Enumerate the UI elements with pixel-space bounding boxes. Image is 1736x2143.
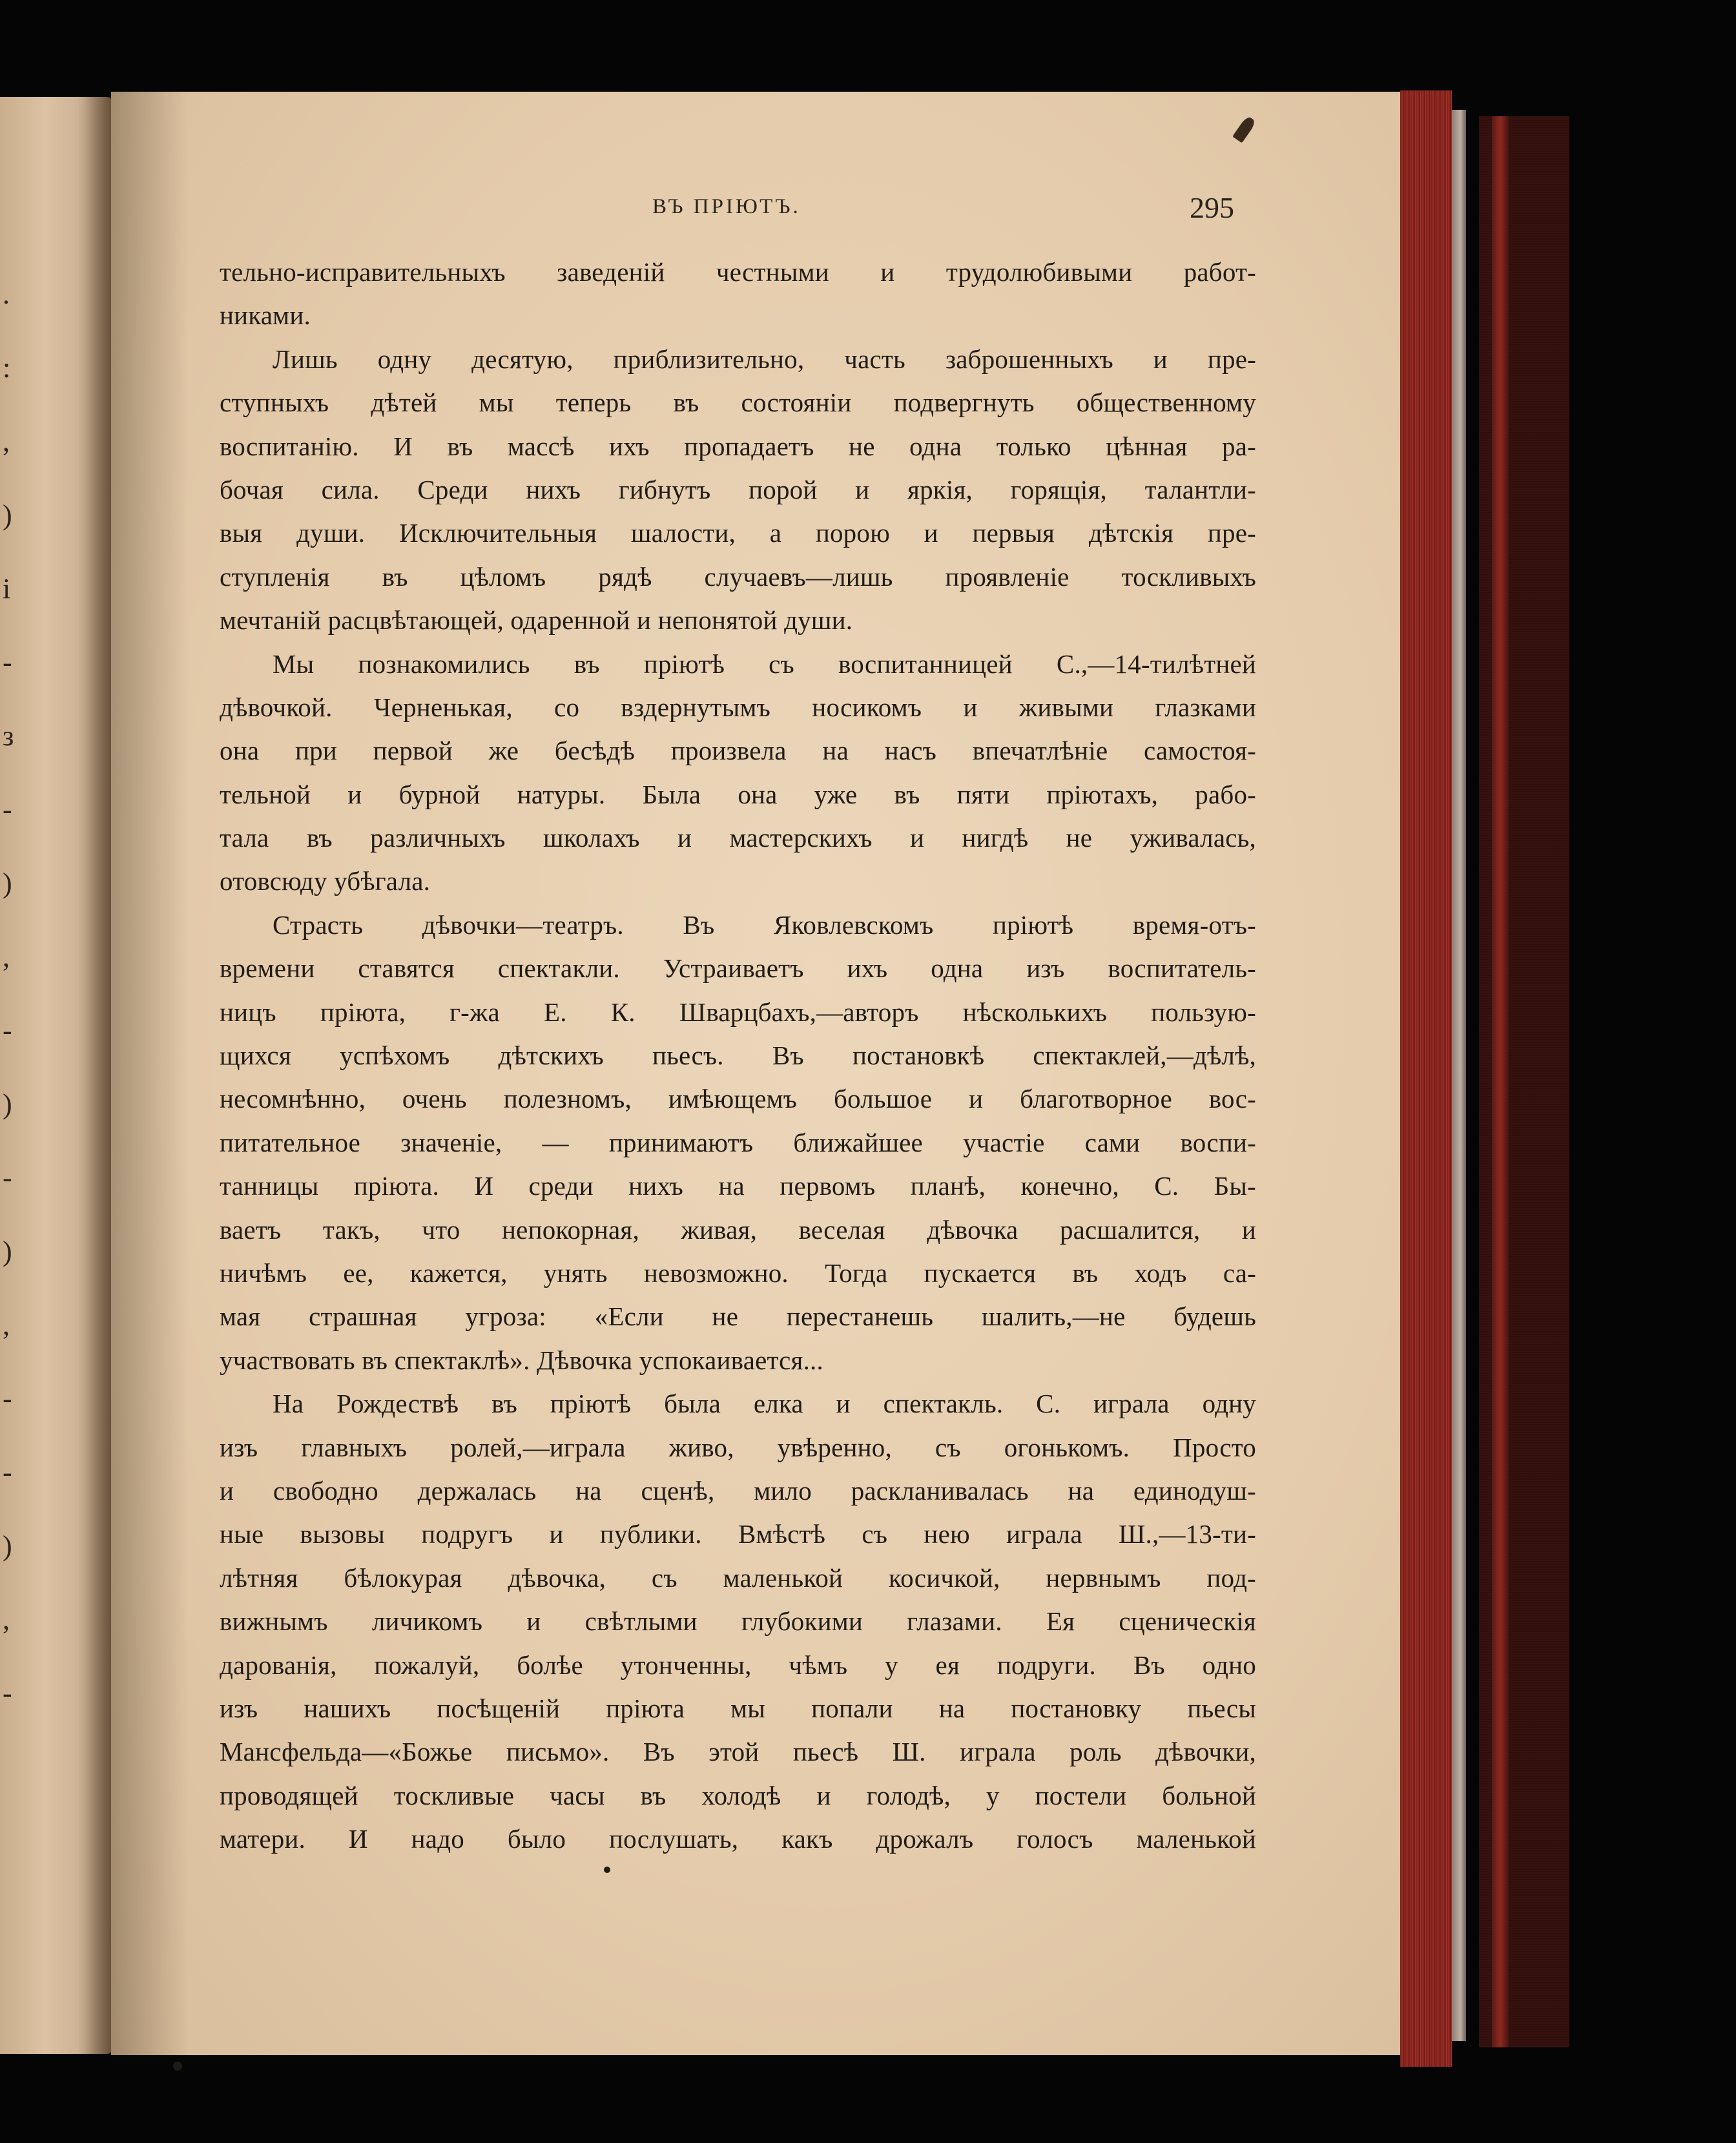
running-head: ВЪ ПРІЮТЪ.: [652, 195, 801, 218]
facing-page-glyph: .: [3, 278, 10, 310]
text-line: танницы пріюта. И среди нихъ на первомъ планѣ, конечно, С. Бы-: [220, 1171, 1256, 1201]
text-line: Мы познакомились въ пріютѣ съ воспитанницей С.,—14-тилѣтней: [273, 648, 1256, 679]
text-line: Страсть дѣвочки—театръ. Въ Яковлевскомъ пріютѣ время-отъ-: [273, 909, 1256, 940]
facing-page-gutter-shadow: [78, 97, 116, 2054]
facing-page-glyph: ): [3, 499, 12, 531]
text-line: тельной и бурной натуры. Была она уже въ пяти пріютахъ, рабо-: [220, 779, 1256, 809]
facing-page-glyph: -: [3, 794, 12, 825]
text-line: щихся успѣхомъ дѣтскихъ пьесъ. Въ постановкѣ спектаклей,—дѣлѣ,: [220, 1040, 1256, 1071]
page-gutter-shadow: [111, 92, 189, 2055]
facing-page-glyph: -: [3, 1677, 12, 1709]
facing-page-glyph: і: [3, 573, 11, 605]
text-line: отовсюду убѣгала.: [220, 866, 431, 896]
text-line: изъ нашихъ посѣщеній пріюта мы попали на постановку пьесы: [220, 1693, 1256, 1723]
text-line: выя души. Исключительныя шалости, а порою и первыя дѣтскія пре-: [220, 518, 1256, 548]
facing-page-glyph: -: [3, 1162, 12, 1194]
book-cover-edge: [1492, 116, 1509, 2047]
text-line: питательное значеніе, — принимаютъ ближайшее участіе сами воспи-: [220, 1127, 1256, 1157]
facing-page-glyph: -: [3, 1383, 12, 1414]
text-line: ничѣмъ ее, кажется, унять невозможно. Тогда пускается въ ходъ са-: [220, 1258, 1256, 1288]
text-line: дѣвочкой. Черненькая, со вздернутымъ носикомъ и живыми глазками: [220, 692, 1256, 722]
text-line: изъ главныхъ ролей,—играла живо, увѣренно, съ огонькомъ. Просто: [220, 1432, 1256, 1462]
text-line: вижнымъ личикомъ и свѣтлыми глубокими глазами. Ея сценическія: [220, 1606, 1256, 1637]
text-line: мечтаній расцвѣтающей, одаренной и непонятой души.: [220, 605, 853, 636]
text-line: несомнѣнно, очень полезномъ, имѣющемъ большое и благотворное вос-: [220, 1084, 1256, 1114]
text-line: участвовать въ спектаклѣ». Дѣвочка успокаивается...: [220, 1345, 823, 1375]
facing-page-glyph: ,: [3, 941, 10, 973]
page-number: 295: [1190, 191, 1234, 224]
text-line: Лишь одну десятую, приблизительно, часть заброшенныхъ и пре-: [273, 344, 1256, 374]
text-line: ваетъ такъ, что непокорная, живая, веселая дѣвочка расшалится, и: [220, 1214, 1256, 1245]
ink-speck: [173, 2062, 182, 2071]
text-line: дарованія, пожалуй, болѣе утонченны, чѣмъ у ея подруги. Въ одно: [220, 1650, 1256, 1680]
facing-page-glyph: :: [3, 352, 11, 384]
text-line: Мансфельда—«Божье письмо». Въ этой пьесѣ Ш. играла роль дѣвочки,: [220, 1737, 1256, 1767]
text-line: ступленія въ цѣломъ рядѣ случаевъ—лишь проявленіе тоскливыхъ: [220, 561, 1256, 592]
page-block-red-edges: [1400, 90, 1452, 2067]
facing-page-glyph: ,: [3, 426, 10, 457]
facing-page-glyph: з: [3, 720, 14, 752]
facing-page-glyph: ,: [3, 1309, 10, 1341]
text-line: лѣтняя бѣлокурая дѣвочка, съ маленькой косичкой, нервнымъ под-: [220, 1562, 1256, 1593]
text-line: матери. И надо было послушать, какъ дрожалъ голосъ маленькой: [220, 1824, 1256, 1854]
ink-speck: [604, 1867, 610, 1873]
facing-page-glyph: ): [3, 1530, 12, 1562]
facing-page-glyph: -: [3, 647, 12, 678]
text-line: На Рождествѣ въ пріютѣ была елка и спектакль. С. играла одну: [273, 1389, 1256, 1419]
text-line: она при первой же бесѣдѣ произвела на насъ впечатлѣніе самостоя-: [220, 736, 1256, 766]
text-line: воспитанію. И въ массѣ ихъ пропадаетъ не одна только цѣнная ра-: [220, 431, 1256, 461]
text-line: проводящей тоскливые часы въ холодѣ и голодѣ, у постели больной: [220, 1780, 1256, 1810]
page-block-edge: [1452, 110, 1466, 2041]
facing-page-glyph: ): [3, 867, 12, 899]
facing-page-glyph: ): [3, 1088, 12, 1120]
text-line: и свободно держалась на сценѣ, мило раскланивалась на единодуш-: [220, 1475, 1256, 1506]
text-line: тала въ различныхъ школахъ и мастерскихъ и нигдѣ не уживалась,: [220, 823, 1256, 853]
text-line: ступныхъ дѣтей мы теперь въ состояніи подвергнуть общественному: [220, 388, 1256, 418]
facing-page-glyph: -: [3, 1015, 12, 1046]
facing-page-glyph: -: [3, 1456, 12, 1488]
text-line: мая страшная угроза: «Если не перестанешь шалить,—не будешь: [220, 1301, 1256, 1332]
facing-page-glyph: ): [3, 1236, 12, 1267]
text-line: никами.: [220, 300, 311, 331]
text-line: ницъ пріюта, г-жа Е. К. Шварцбахъ,—авторъ нѣсколькихъ пользую-: [220, 997, 1256, 1027]
body-text: [220, 251, 1256, 1861]
text-line: ные вызовы подругъ и публики. Вмѣстѣ съ нею играла Ш.,—13-ти-: [220, 1519, 1256, 1549]
text-line: времени ставятся спектакли. Устраиваетъ ихъ одна изъ воспитатель-: [220, 953, 1256, 984]
text-line: бочая сила. Среди нихъ гибнутъ порой и яркія, горящія, талантли-: [220, 474, 1256, 504]
facing-page-glyph: ,: [3, 1604, 10, 1635]
text-line: тельно-исправительныхъ заведеній честными и трудолюбивыми работ-: [220, 257, 1256, 287]
